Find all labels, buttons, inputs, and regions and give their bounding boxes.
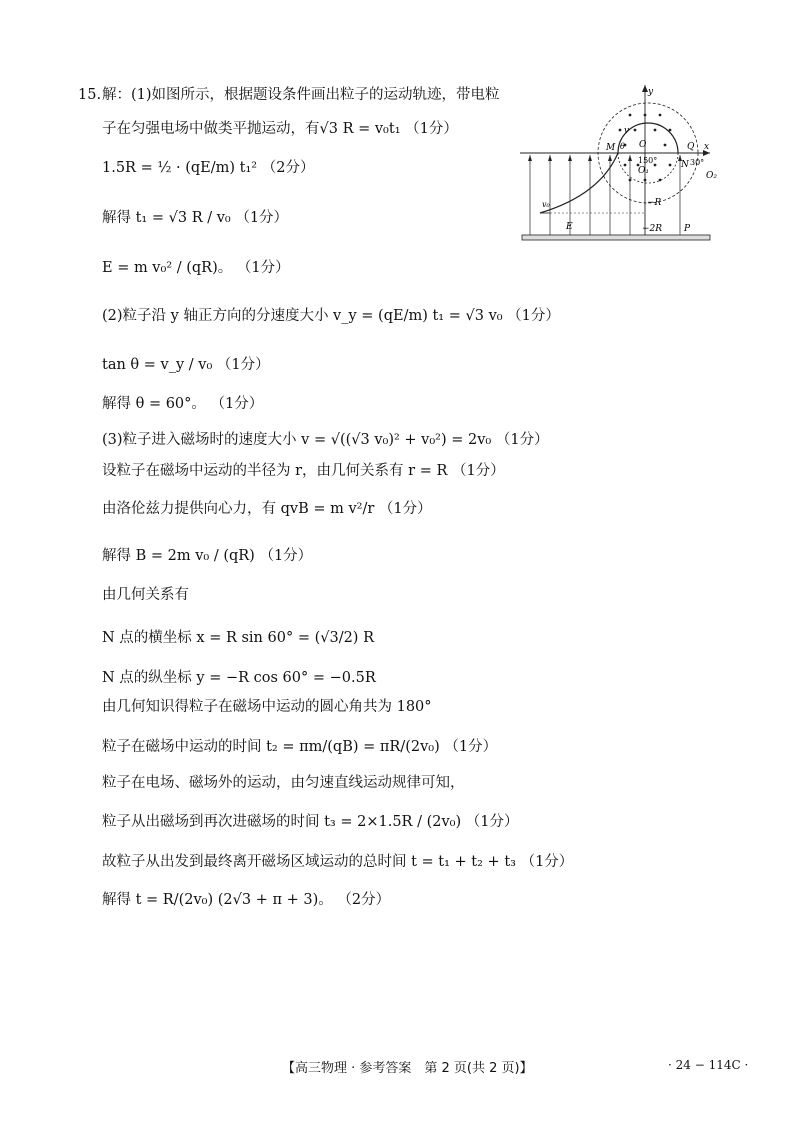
electric-field-lines xyxy=(530,155,680,235)
solution-line-13: 由几何关系有 xyxy=(102,587,189,603)
label-M: M xyxy=(606,143,616,153)
solution-line-7: tan θ = v_y / v₀ （1分） xyxy=(102,357,270,373)
label-O1: O₁ xyxy=(638,166,649,176)
label-Q: Q xyxy=(687,142,695,152)
solution-line-9: (3)粒子进入磁场时的速度大小 v = √((√3 v₀)² + v₀²) = 2v₀ （1分） xyxy=(102,432,549,448)
solution-line-16: 由几何知识得粒子在磁场中运动的圆心角共为 180° xyxy=(102,699,432,715)
label-theta: θ xyxy=(620,142,625,151)
solution-line-11: 由洛伦兹力提供向心力，有 qvB = m v²/r （1分） xyxy=(102,501,432,517)
label-O2: O₂ xyxy=(706,171,717,181)
label-O: O xyxy=(639,140,647,150)
label-angle150: 150° xyxy=(638,156,658,165)
solution-line-12: 解得 B = 2m v₀ / (qR) （1分） xyxy=(102,548,313,564)
page-footer: 【高三物理 · 参考答案 第 2 页(共 2 页)】 xyxy=(282,1061,533,1076)
bottom-plate xyxy=(522,235,710,240)
label-E: E xyxy=(566,222,573,232)
solution-line-8: 解得 θ = 60°。 （1分） xyxy=(102,396,264,412)
electric-field-arrows xyxy=(528,155,682,161)
label-neg-R: −R xyxy=(647,198,662,208)
solution-line-10: 设粒子在磁场中运动的半径为 r，由几何关系有 r = R （1分） xyxy=(102,463,505,479)
solution-line-17: 粒子在磁场中运动的时间 t₂ = πm/(qB) = πR/(2v₀) （1分） xyxy=(102,739,498,755)
solution-line-6: (2)粒子沿 y 轴正方向的分速度大小 v_y = (qE/m) t₁ = √3 v₀ （1分） xyxy=(102,308,560,324)
label-v: v xyxy=(624,126,630,136)
solution-line-14: N 点的横坐标 x = R sin 60° = (√3/2) R xyxy=(102,630,374,646)
trajectory-diagram xyxy=(520,85,720,245)
solution-line-5: E = m v₀² / (qR)。 （1分） xyxy=(102,260,290,276)
label-y: y xyxy=(648,87,654,97)
solution-line-1: 解：(1)如图所示，根据题设条件画出粒子的运动轨迹，带电粒 xyxy=(102,87,500,103)
solution-line-19: 粒子从出磁场到再次进磁场的时间 t₃ = 2×1.5R / (2v₀) （1分） xyxy=(102,814,519,830)
label-v0: v₀ xyxy=(542,200,550,209)
problem-number: 15. xyxy=(78,87,102,103)
solution-line-18: 粒子在电场、磁场外的运动，由匀速直线运动规律可知， xyxy=(102,775,465,791)
solution-line-21: 解得 t = R/(2v₀) (2√3 + π + 3)。 （2分） xyxy=(102,892,391,908)
label-N: N xyxy=(681,160,689,170)
parabolic-trajectory xyxy=(540,153,618,213)
solution-line-4: 解得 t₁ = √3 R / v₀ （1分） xyxy=(102,210,289,226)
label-neg-2R: −2R xyxy=(642,224,663,234)
solution-line-20: 故粒子从出发到最终离开磁场区域运动的总时间 t = t₁ + t₂ + t₃ （1分） xyxy=(102,854,574,870)
solution-line-3: 1.5R = ½ · (qE/m) t₁² （2分） xyxy=(102,160,315,176)
solution-line-2: 子在匀强电场中做类平抛运动，有√3 R = v₀t₁ （1分） xyxy=(102,121,458,137)
label-x: x xyxy=(704,142,710,152)
solution-line-15: N 点的纵坐标 y = −R cos 60° = −0.5R xyxy=(102,670,376,686)
label-angle30: 30° xyxy=(690,158,705,167)
page-code: · 24 − 114C · xyxy=(668,1058,749,1072)
label-P: P xyxy=(684,224,691,234)
